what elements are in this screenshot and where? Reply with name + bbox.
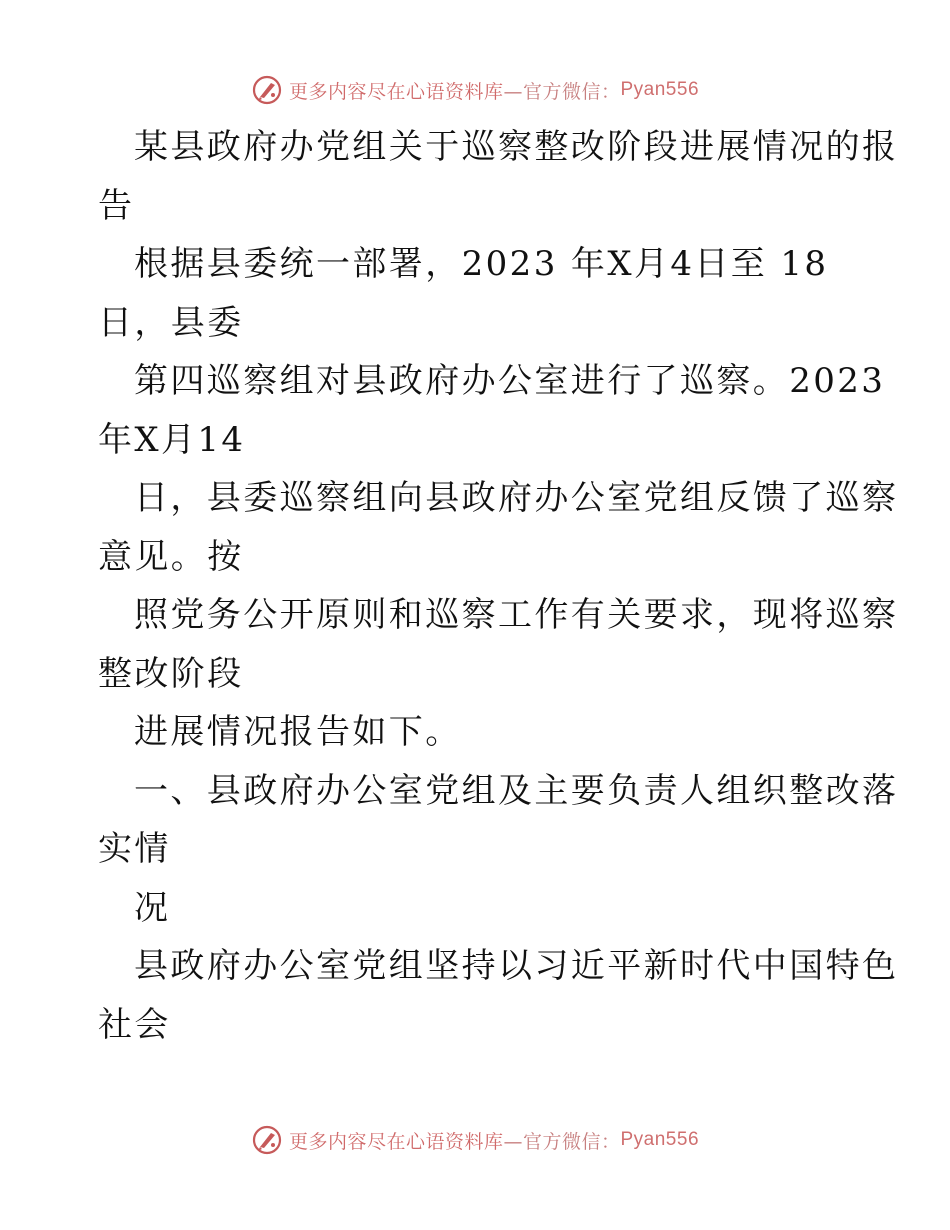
paragraph-line: 意见。按 (98, 536, 244, 577)
paragraph-line: 根据县委统一部署，2023 年X月4日至 18 (134, 244, 829, 284)
watermark-sub-text: —官方微信： (503, 80, 621, 103)
paragraph-line: 社会 (98, 1004, 171, 1045)
document-body (98, 118, 899, 1054)
section-heading-line: 实情 (98, 829, 171, 869)
paragraph-line: 整改阶段 (98, 653, 244, 694)
paragraph-line: 进展情况报告如下。 (134, 712, 462, 752)
watermark-main-text: 更多内容尽在心语资料库 (288, 1130, 504, 1153)
paragraph-line: 第四巡察组对县政府办公室进行了巡察。2023 (134, 361, 886, 401)
watermark-sub-text: —官方微信： (503, 1130, 621, 1153)
paragraph-line: 照党务公开原则和巡察工作有关要求，现将巡察 (134, 595, 899, 635)
section-heading-line: 况 (134, 887, 171, 928)
watermark-main-text: 更多内容尽在心语资料库 (288, 80, 504, 103)
paragraph-line: 日，县委 (98, 302, 244, 343)
document-title-line-2: 告 (98, 185, 135, 226)
section-heading-line: 一、县政府办公室党组及主要负责人组织整改落 (134, 770, 899, 811)
quill-pen-logo-icon (251, 74, 283, 106)
paragraph-line: 县政府办公室党组坚持以习近平新时代中国特色 (134, 946, 899, 986)
paragraph-line: 日，县委巡察组向县政府办公室党组反馈了巡察 (134, 478, 899, 518)
watermark-header (0, 70, 950, 110)
watermark-wechat-id: Pyan556 (620, 1129, 700, 1150)
quill-pen-logo-icon (251, 1124, 283, 1156)
paragraph-line: 年X月14 (98, 419, 246, 460)
watermark-footer (0, 1120, 950, 1160)
watermark-wechat-id: Pyan556 (620, 79, 700, 100)
document-title-line-1: 某县政府办党组关于巡察整改阶段进展情况的报 (134, 127, 899, 167)
